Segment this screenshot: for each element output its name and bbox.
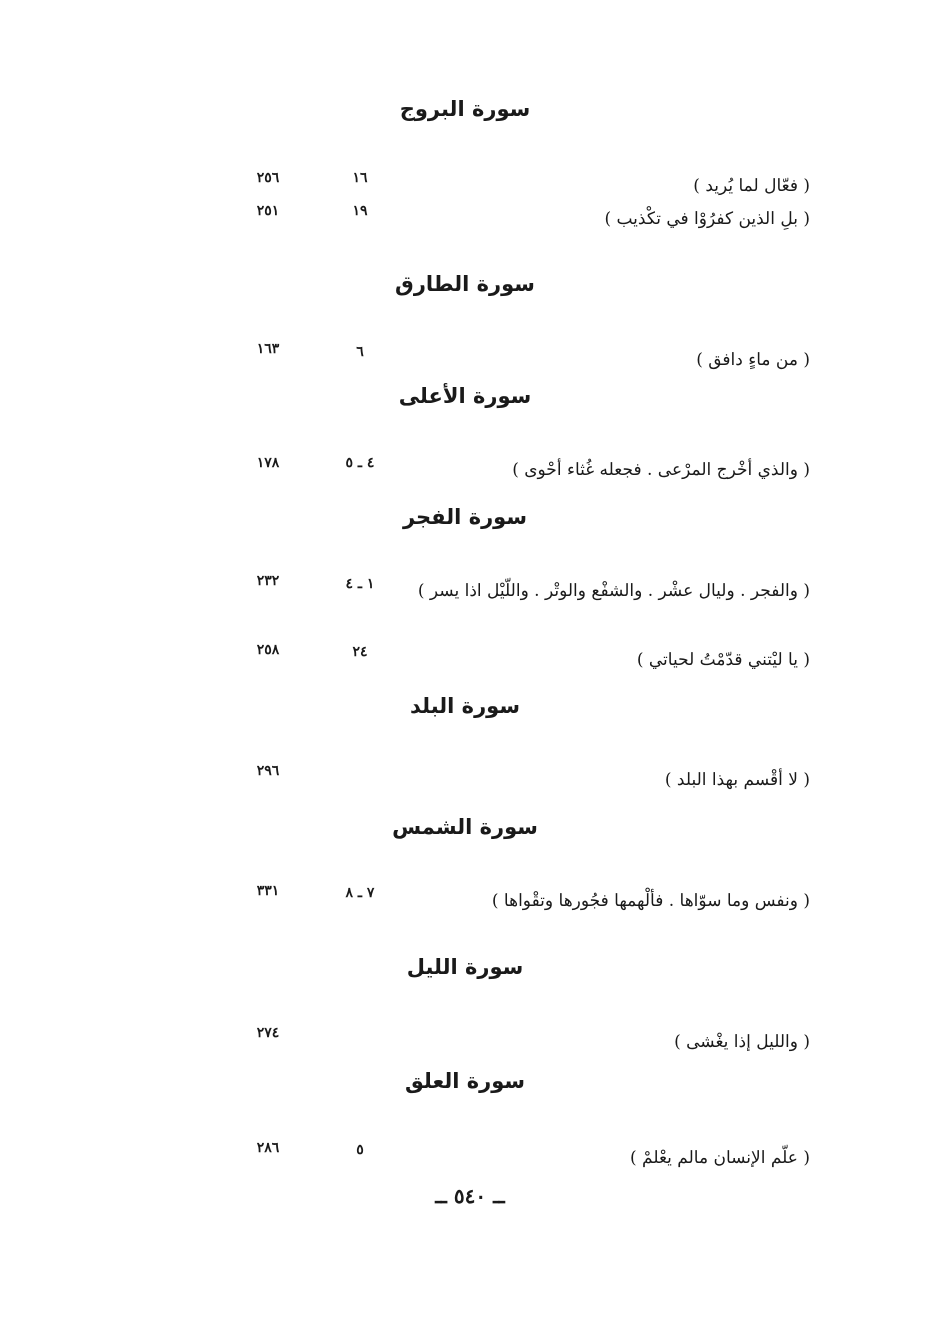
verse-text: ( ونفس وما سوّاها . فألْهمها فجُورها وتقْواها ) [491, 891, 810, 911]
ayah-number: ٧ ـ ٨ [345, 885, 375, 901]
surah-heading-al-layl: سورة الليل [406, 955, 524, 979]
page-reference: ٢٩٦ [256, 763, 280, 779]
ayah-number: ١ ـ ٤ [345, 576, 375, 592]
surah-heading-al-buruj: سورة البروج [399, 97, 531, 121]
verse-text: ( والذي أخْرج المرْعى . فجعله غُثاء أحْوى ) [512, 460, 810, 480]
page-reference: ٢٥٨ [256, 642, 280, 658]
page-reference: ١٧٨ [256, 455, 280, 471]
ayah-number: ١٩ [352, 203, 368, 219]
page-reference: ١٦٣ [256, 341, 280, 357]
verse-text: ( فعّال لما يُريد ) [693, 176, 810, 196]
page-reference: ٢٥١ [256, 203, 280, 219]
ayah-number: ٤ ـ ٥ [345, 455, 375, 471]
verse-text: ( والليل إذا يغْشى ) [674, 1032, 810, 1052]
ayah-number: ١٦ [352, 170, 368, 186]
surah-heading-al-alaq: سورة العلق [404, 1069, 526, 1093]
surah-heading-al-ala: سورة الأعلى [398, 384, 532, 408]
ayah-number: ٥ [356, 1142, 364, 1158]
page-reference: ٣٣١ [256, 883, 280, 899]
page-number: ــ ٥٤٠ ــ [435, 1184, 505, 1208]
surah-heading-ash-shams: سورة الشمس [392, 815, 538, 839]
ayah-number: ٢٤ [352, 644, 368, 660]
verse-text: ( علّم الإنسان مالم يعْلمْ ) [629, 1148, 810, 1168]
page-reference: ٢٣٢ [256, 573, 280, 589]
verse-text: ( يا ليْتني قدّمْتُ لحياتي ) [636, 650, 810, 670]
verse-text: ( والفجر . وليال عشْر . والشفْع والوتْر . واللّيْل اذا يسر ) [417, 581, 810, 601]
surah-heading-al-fajr: سورة الفجر [402, 505, 527, 529]
verse-text: ( لا أقْسم بهذا البلد ) [664, 770, 810, 790]
page-reference: ٢٨٦ [256, 1140, 280, 1156]
page-reference: ٢٧٤ [256, 1025, 280, 1041]
verse-text: ( بلِ الذين كفرُوْا في تكْذيب ) [604, 209, 810, 229]
ayah-number: ٦ [356, 344, 364, 360]
verse-text: ( من ماءٍ دافق ) [696, 350, 810, 370]
surah-heading-at-tariq: سورة الطارق [395, 272, 535, 296]
page-reference: ٢٥٦ [256, 170, 280, 186]
surah-heading-al-balad: سورة البلد [410, 694, 520, 718]
